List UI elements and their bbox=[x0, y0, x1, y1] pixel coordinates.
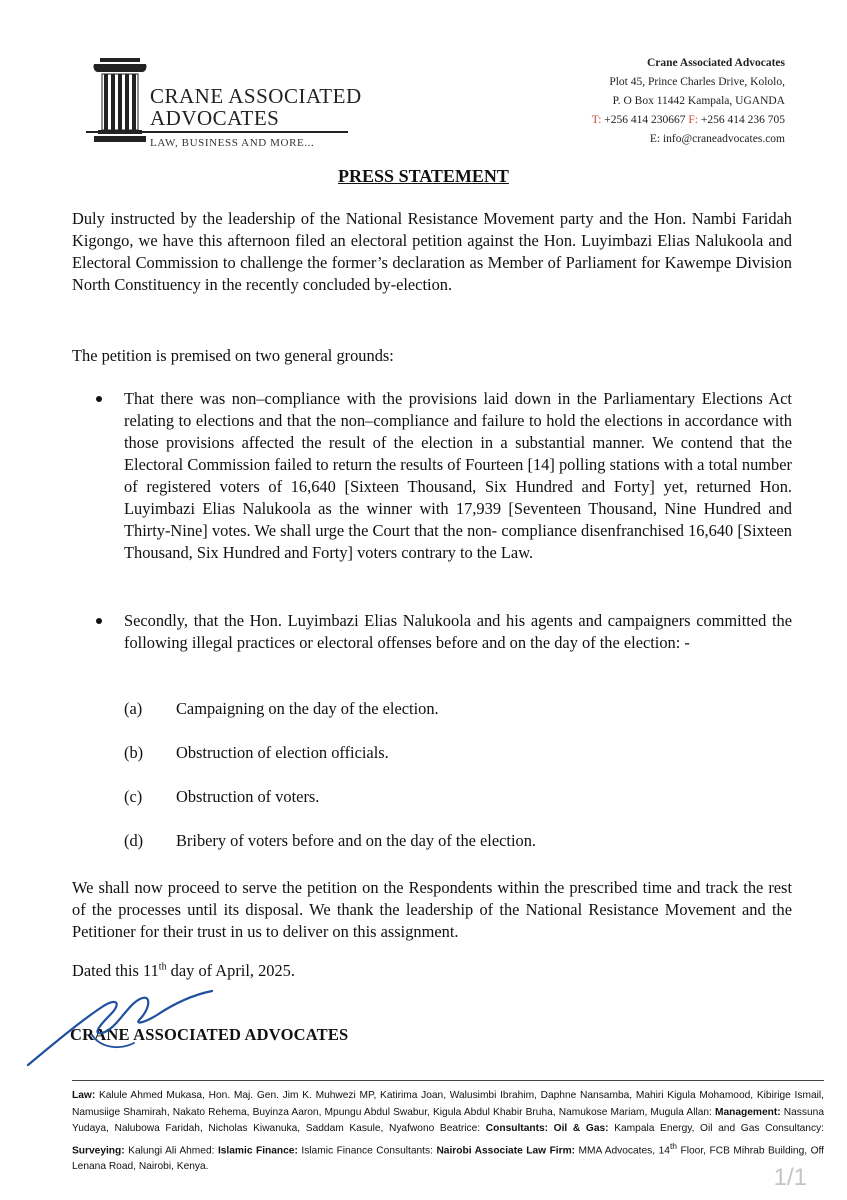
page-number: 1/1 bbox=[773, 1164, 807, 1191]
offense-text: Obstruction of voters. bbox=[176, 787, 320, 806]
document-title: PRESS STATEMENT bbox=[338, 166, 509, 186]
footer-law-names: Kalule Ahmed Mukasa, Hon. Maj. Gen. Jim K. Muhwezi MP, Katirima Joan, Walusimbi Ibrahim, Daphne Nansamba, Mahiri Kigula Mohamood, Kibirige Ismail, Namusiige Shamirah, Nakato Rehema, Buyinza Aaron, Mpungu Abdul Swabur, Kigula Abdul Khabir Bruha, Namukose Mariam, Mugula Allan: bbox=[72, 1090, 824, 1118]
footer-surveying-label: Surveying: bbox=[72, 1144, 125, 1156]
phone-line bbox=[592, 111, 785, 130]
offense-item bbox=[124, 742, 389, 764]
offense-text: Bribery of voters before and on the day of the election. bbox=[176, 831, 537, 850]
footer-nairobi-firm: MMA Advocates, 14 bbox=[575, 1144, 670, 1156]
signature-icon bbox=[22, 985, 222, 1075]
date-line bbox=[72, 961, 295, 981]
footer-management-label: Management: bbox=[715, 1106, 781, 1118]
ground-two-text: Secondly, that the Hon. Luyimbazi Elias Nalukoola and his agents and campaigners committed the following illegal practices or electoral offenses before and on the day of the election: - bbox=[124, 611, 792, 652]
phone-label: T: bbox=[591, 114, 602, 126]
bullet-icon bbox=[96, 396, 102, 402]
signatory-name: CRANE ASSOCIATED ADVOCATES bbox=[70, 1025, 349, 1044]
address-block bbox=[592, 54, 785, 149]
bullet-icon bbox=[96, 618, 102, 624]
offense-key: (b) bbox=[124, 743, 144, 762]
footer-surveying-names: Kalungi Ali Ahmed: bbox=[124, 1144, 218, 1156]
street-address: Plot 45, Prince Charles Drive, Kololo, bbox=[609, 76, 785, 88]
offense-text: Obstruction of election officials. bbox=[176, 743, 389, 762]
ground-one-text: That there was non–compliance with the provisions laid down in the Parliamentary Elections Act relating to elections and that the non–compliance and failure to hold the elections in accordance with those provisions affected the result of the election in a substantial manner. We contend that the Electoral Commission failed to return the results of Fourteen [14] polling stations with a total number of registered voters of 16,640 [Sixteen Thousand, Six Hundred and Forty] yet, returned Hon. Luyimbazi Elias Nalukoola as the winner with 17,939 [Seventeen Thousand, Nine Hundred and Thirty-Nine] votes. We shall urge the Court that the non- compliance disenfranchised 16,640 [Sixteen Thousand, Six Hundred and Forty] voters contrary to the Law. bbox=[124, 389, 792, 562]
logo-divider bbox=[86, 131, 348, 133]
date-suffix: day of April, 2025. bbox=[166, 961, 295, 980]
logo-line-1: CRANE ASSOCIATED bbox=[150, 84, 362, 108]
logo-tagline: LAW, BUSINESS AND MORE... bbox=[150, 137, 315, 149]
phone-number: +256 414 230667 bbox=[601, 114, 689, 126]
footer-partners bbox=[72, 1088, 824, 1176]
footer-law-label: Law: bbox=[72, 1090, 96, 1101]
offense-key: (a) bbox=[124, 699, 143, 718]
footer-nairobi-label: Nairobi Associate Law Firm: bbox=[436, 1144, 576, 1156]
list-item bbox=[72, 610, 792, 654]
list-item bbox=[72, 388, 792, 564]
offense-key: (d) bbox=[124, 831, 144, 850]
offense-text: Campaigning on the day of the election. bbox=[176, 699, 439, 718]
footer-islamic-label: Islamic Finance: bbox=[217, 1144, 298, 1156]
logo-line-2: ADVOCATES bbox=[150, 106, 280, 130]
paragraph-grounds: The petition is premised on two general grounds: bbox=[72, 346, 394, 365]
footer-ordinal: th bbox=[669, 1140, 678, 1151]
paragraph-intro: Duly instructed by the leadership of the National Resistance Movement party and the Hon. Nambi Faridah Kigongo, we have this afternoon filed an electoral petition against the Hon. Luyimbazi Elias Nalukoola and Electoral Commission to challenge the former’s declaration as Member of Parliament for Kawempe Division North Constituency in the recently concluded by-election. bbox=[72, 209, 792, 294]
offense-item bbox=[124, 786, 319, 808]
firm-name: Crane Associated Advocates bbox=[647, 57, 785, 69]
footer-nairobi-address: Floor, FCB Mihrab Building, Off Lenana Road, Nairobi, Kenya. bbox=[72, 1144, 824, 1173]
footer-consultants-label: Consultants: Oil & Gas: bbox=[485, 1123, 609, 1134]
offense-key: (c) bbox=[124, 787, 143, 806]
fax-label: F: bbox=[688, 114, 698, 126]
offense-item bbox=[124, 698, 439, 720]
footer-divider bbox=[72, 1080, 824, 1081]
footer-consultants-names: Kampala Energy, Oil and Gas Consultancy: bbox=[608, 1123, 824, 1134]
date-prefix: Dated this 11 bbox=[72, 961, 159, 980]
email-address: E: info@craneadvocates.com bbox=[649, 133, 785, 145]
date-ordinal: th bbox=[158, 961, 167, 973]
fax-number: +256 414 236 705 bbox=[698, 114, 785, 126]
footer-islamic-names: Islamic Finance Consultants: bbox=[297, 1144, 437, 1156]
offense-item bbox=[124, 830, 536, 852]
po-box: P. O Box 11442 Kampala, UGANDA bbox=[612, 95, 785, 107]
paragraph-closing: We shall now proceed to serve the petition on the Respondents within the prescribed time and track the rest of the processes until its disposal. We thank the leadership of the National Resistance Movement and the Petitioner for their trust in us to deliver on this assignment. bbox=[72, 878, 792, 941]
footer-management-names: Nassuna Yudaya, Nalubowa Faridah, Nicholas Kiwanuka, Saddam Kasule, Nyafwono Beatrice: bbox=[72, 1106, 824, 1134]
